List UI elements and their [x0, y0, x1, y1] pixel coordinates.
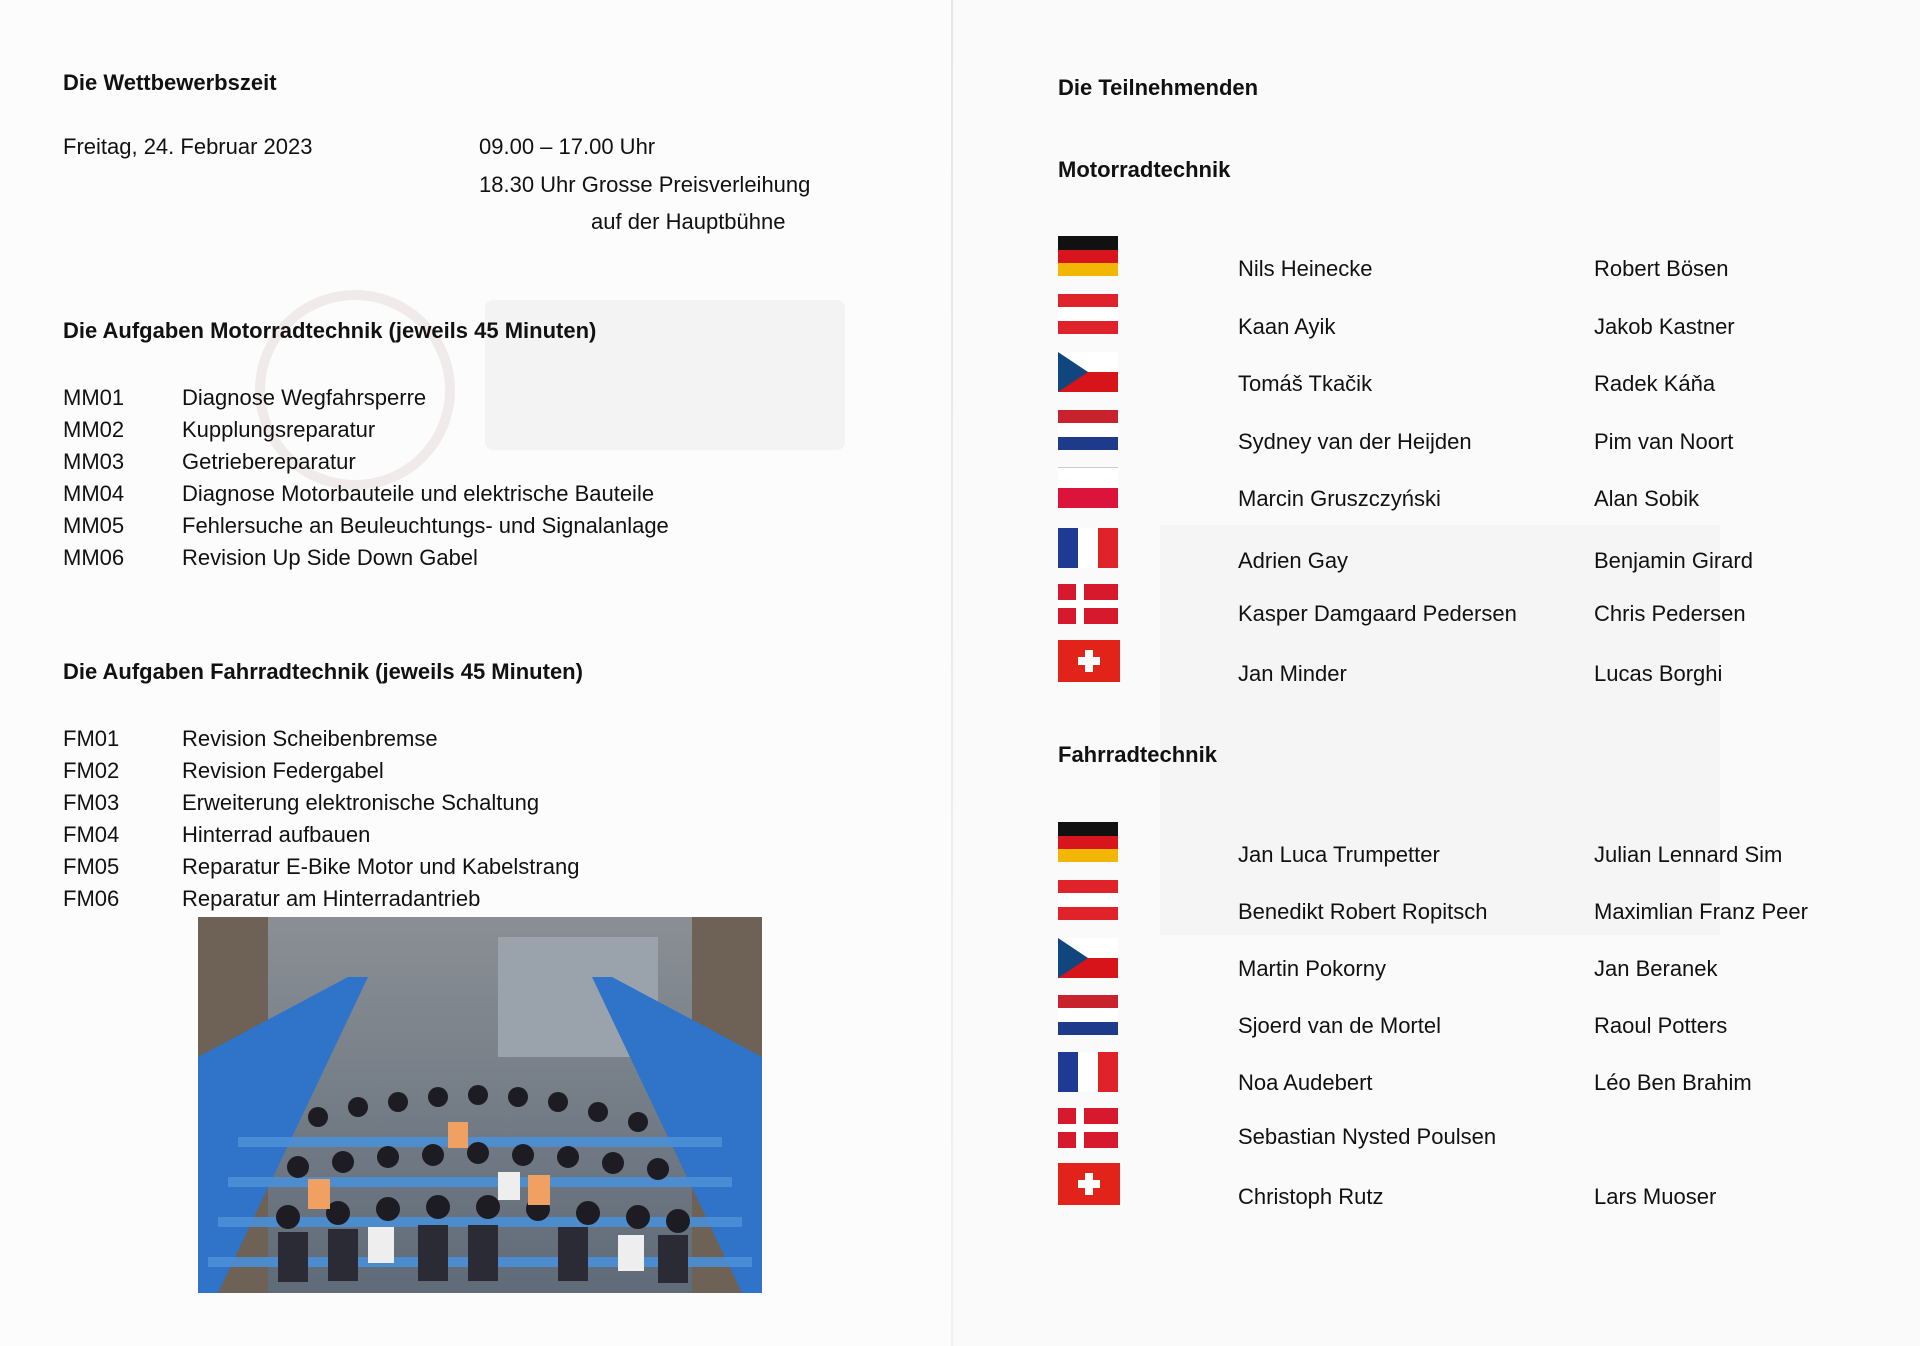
france-flag [1058, 528, 1118, 568]
participant-name: Chris Pedersen [1594, 601, 1746, 626]
participant-name: Sjoerd van de Mortel [1238, 1013, 1441, 1038]
participant-name: Lars Muoser [1594, 1184, 1717, 1209]
task-code: FM02 [63, 758, 120, 783]
netherlands-flag [1058, 995, 1118, 1035]
participant-name: Lucas Borghi [1594, 661, 1723, 686]
schedule-time: 09.00 – 17.00 Uhr [479, 134, 656, 159]
participant-name: Radek Káňa [1594, 371, 1716, 396]
czech-flag [1058, 938, 1118, 978]
participant-name: Jan Minder [1238, 661, 1347, 686]
task-code: MM06 [63, 545, 125, 570]
task-label: Erweiterung elektronische Schaltung [182, 790, 540, 815]
participants-heading: Die Teilnehmenden [1058, 75, 1259, 100]
task-label: Diagnose Wegfahrsperre [182, 385, 427, 410]
switzerland-flag [1058, 640, 1120, 682]
task-code: FM04 [63, 822, 120, 847]
participant-name: Nils Heinecke [1238, 256, 1373, 281]
task-label: Revision Scheibenbremse [182, 726, 438, 751]
show-through-panel [1160, 525, 1723, 935]
participant-name: Christoph Rutz [1238, 1184, 1384, 1209]
task-label: Reparatur E-Bike Motor und Kabelstrang [182, 854, 580, 879]
task-code: MM01 [63, 385, 125, 410]
czech-flag [1058, 352, 1118, 392]
participant-name: Pim van Noort [1594, 429, 1734, 454]
denmark-flag [1058, 584, 1118, 624]
task-label: Kupplungsreparatur [182, 417, 376, 442]
task-code: FM05 [63, 854, 120, 879]
germany-flag [1058, 236, 1118, 276]
award-line-1: 18.30 Uhr Grosse Preisverleihung [479, 172, 811, 197]
participant-name: Maximlian Franz Peer [1594, 899, 1808, 924]
participant-name: Martin Pokorny [1238, 956, 1386, 981]
participant-name: Kasper Damgaard Pedersen [1238, 601, 1517, 626]
participant-name: Jan Beranek [1594, 956, 1718, 981]
task-label: Reparatur am Hinterradantrieb [182, 886, 481, 911]
task-label: Hinterrad aufbauen [182, 822, 371, 847]
task-label: Diagnose Motorbauteile und elektrische Bauteile [182, 481, 655, 506]
task-label: Revision Federgabel [182, 758, 384, 783]
switzerland-flag [1058, 1163, 1120, 1205]
schedule-date: Freitag, 24. Februar 2023 [63, 134, 313, 159]
participant-name: Jakob Kastner [1594, 314, 1735, 339]
schedule-heading: Die Wettbewerbszeit [63, 70, 277, 95]
task-code: MM04 [63, 481, 125, 506]
poland-flag [1058, 467, 1118, 508]
participant-name: Benedikt Robert Ropitsch [1238, 899, 1488, 924]
task-code: MM03 [63, 449, 125, 474]
task-label: Getriebereparatur [182, 449, 356, 474]
participant-name: Noa Audebert [1238, 1070, 1373, 1095]
fahrrad-section-heading: Fahrradtechnik [1058, 742, 1217, 767]
austria-flag [1058, 294, 1118, 334]
participant-name: Raoul Potters [1594, 1013, 1728, 1038]
participant-name: Marcin Gruszczyński [1238, 486, 1441, 511]
motorrad-tasks-heading: Die Aufgaben Motorradtechnik (jeweils 45 Minuten) [63, 318, 597, 343]
france-flag [1058, 1052, 1118, 1092]
germany-flag [1058, 822, 1118, 862]
fahrrad-tasks-heading: Die Aufgaben Fahrradtechnik (jeweils 45 Minuten) [63, 659, 583, 684]
participant-name: Robert Bösen [1594, 256, 1729, 281]
task-label: Fehlersuche an Beuleuchtungs- und Signalanlage [182, 513, 669, 538]
task-code: FM01 [63, 726, 120, 751]
participant-name: Kaan Ayik [1238, 314, 1336, 339]
participant-name: Léo Ben Brahim [1594, 1070, 1752, 1095]
task-code: FM03 [63, 790, 120, 815]
denmark-flag [1058, 1108, 1118, 1148]
task-code: MM02 [63, 417, 125, 442]
participant-name: Julian Lennard Sim [1594, 842, 1783, 867]
group-photo-illustration [198, 917, 762, 1293]
participant-name: Jan Luca Trumpetter [1238, 842, 1440, 867]
page-fold [951, 0, 953, 1346]
participant-name: Sydney van der Heijden [1238, 429, 1472, 454]
task-label: Revision Up Side Down Gabel [182, 545, 478, 570]
task-code: FM06 [63, 886, 120, 911]
group-photo [198, 917, 762, 1293]
participant-name: Benjamin Girard [1594, 548, 1753, 573]
participant-name: Adrien Gay [1238, 548, 1349, 573]
participant-name: Alan Sobik [1594, 486, 1700, 511]
task-code: MM05 [63, 513, 125, 538]
motorrad-section-heading: Motorradtechnik [1058, 157, 1231, 182]
netherlands-flag [1058, 410, 1118, 450]
austria-flag [1058, 880, 1118, 920]
award-line-2: auf der Hauptbühne [591, 209, 786, 234]
participant-name: Sebastian Nysted Poulsen [1238, 1124, 1497, 1149]
participant-name: Tomáš Tkačik [1238, 371, 1373, 396]
